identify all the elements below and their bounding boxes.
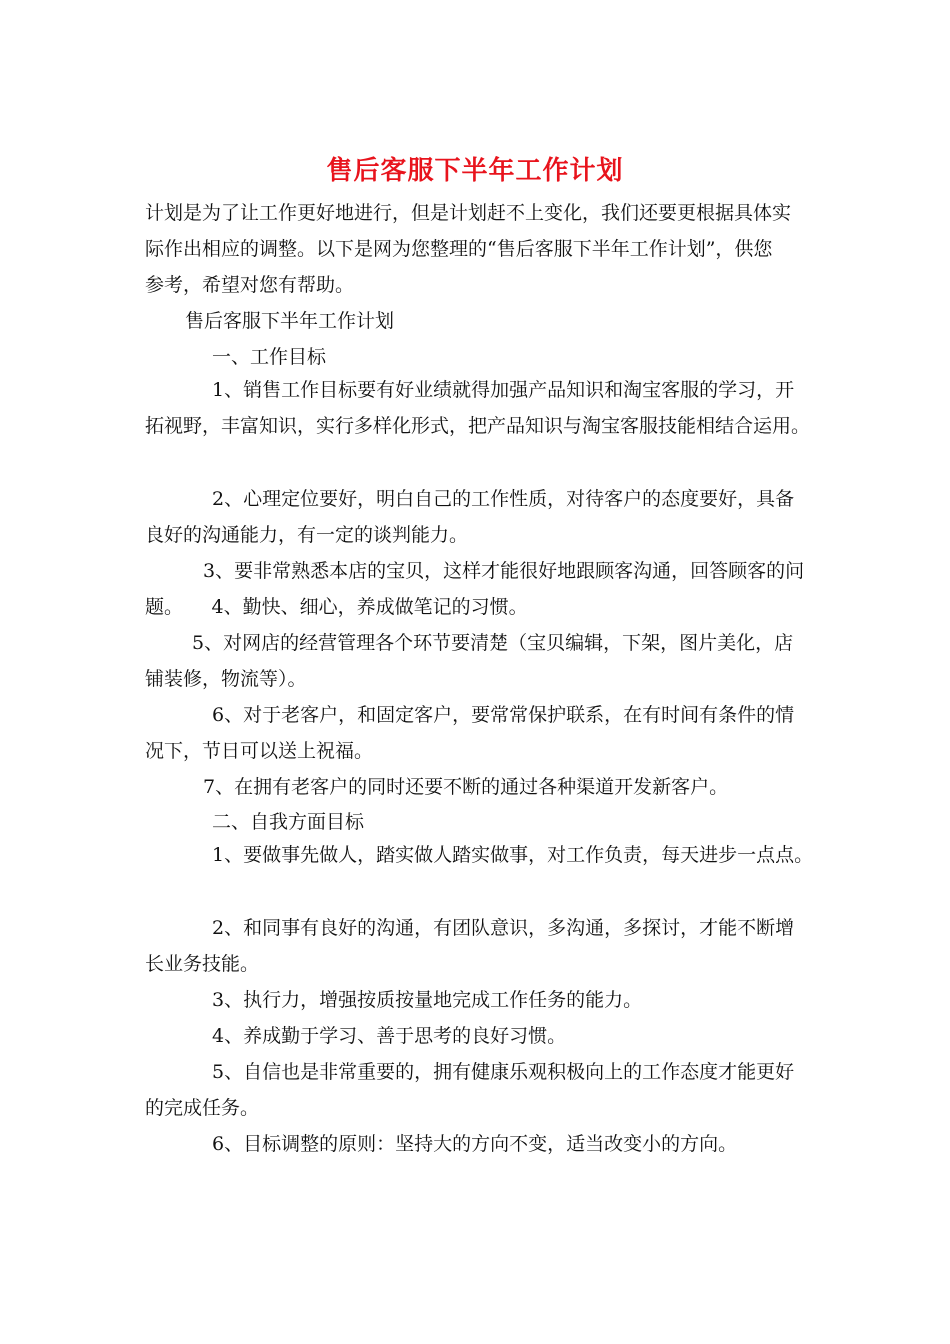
item-1-5-line-2: 铺装修，物流等）。	[145, 668, 307, 690]
item-2-2-line-1: 2、和同事有良好的沟通，有团队意识，多沟通，多探讨，才能不断增	[212, 917, 795, 939]
item-2-6: 6、目标调整的原则：坚持大的方向不变，适当改变小的方向。	[212, 1133, 738, 1155]
section-heading-1: 一、工作目标	[212, 346, 327, 368]
item-2-5-line-1: 5、自信也是非常重要的，拥有健康乐观积极向上的工作态度才能更好	[212, 1061, 795, 1083]
item-1-2-line-1: 2、心理定位要好，明白自己的工作性质，对待客户的态度要好，具备	[212, 488, 795, 510]
item-2-1: 1、要做事先做人，踏实做人踏实做事，对工作负责，每天进步一点点。	[212, 844, 814, 866]
item-2-4: 4、养成勤于学习、善于思考的良好习惯。	[212, 1025, 567, 1047]
intro-line-2: 际作出相应的调整。以下是网为您整理的“售后客服下半年工作计划”，供您	[145, 238, 773, 260]
item-1-7: 7、在拥有老客户的同时还要不断的通过各种渠道开发新客户。	[203, 776, 729, 798]
subtitle: 售后客服下半年工作计划	[185, 310, 395, 332]
item-1-5-line-1: 5、对网店的经营管理各个环节要清楚（宝贝编辑，下架，图片美化，店	[192, 632, 794, 654]
item-1-1-line-2: 拓视野，丰富知识，实行多样化形式，把产品知识与淘宝客服技能相结合运用。	[145, 415, 811, 437]
item-2-3: 3、执行力，增强按质按量地完成工作任务的能力。	[212, 989, 643, 1011]
item-1-6-line-1: 6、对于老客户，和固定客户，要常常保护联系，在有时间有条件的情	[212, 704, 795, 726]
item-2-2-line-2: 长业务技能。	[145, 953, 260, 975]
item-1-3-line-2: 题。 4、勤快、细心，养成做笔记的习惯。	[145, 596, 528, 618]
section-heading-2: 二、自我方面目标	[212, 811, 365, 833]
item-1-1-line-1: 1、销售工作目标要有好业绩就得加强产品知识和淘宝客服的学习，开	[212, 379, 795, 401]
item-2-5-line-2: 的完成任务。	[145, 1097, 260, 1119]
item-1-3-line-1: 3、要非常熟悉本店的宝贝，这样才能很好地跟顾客沟通，回答顾客的问	[203, 560, 805, 582]
document-title: 售后客服下半年工作计划	[326, 156, 624, 186]
item-1-2-line-2: 良好的沟通能力，有一定的谈判能力。	[145, 524, 469, 546]
intro-line-3: 参考，希望对您有帮助。	[145, 274, 355, 296]
item-1-6-line-2: 况下，节日可以送上祝福。	[145, 740, 374, 762]
intro-line-1: 计划是为了让工作更好地进行，但是计划赶不上变化，我们还要更根据具体实	[145, 202, 792, 224]
